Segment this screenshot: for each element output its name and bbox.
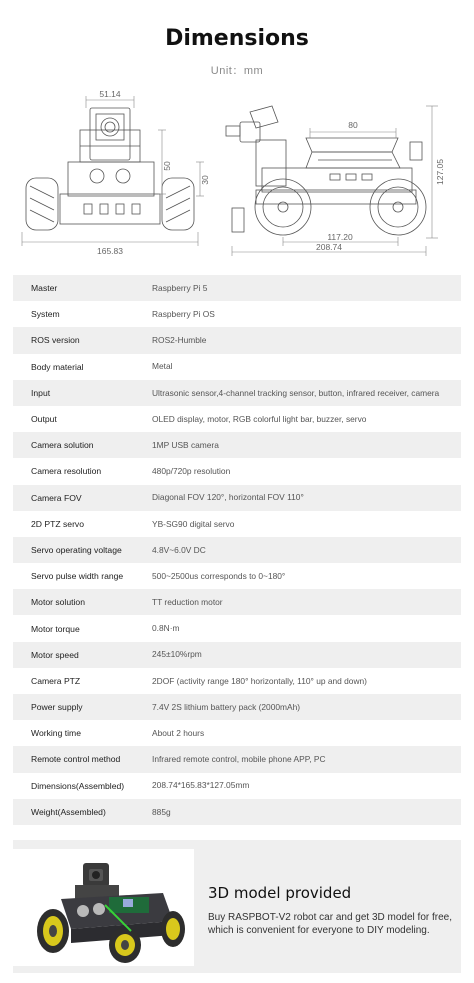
spec-row — [13, 773, 461, 799]
dim-total-height: 127.05 — [435, 159, 445, 185]
spec-row — [13, 275, 461, 301]
spec-row — [13, 537, 461, 563]
spec-key: Camera resolution — [31, 466, 102, 477]
spec-key: Camera FOV — [31, 492, 82, 503]
spec-key: Output — [31, 414, 57, 425]
spec-row — [13, 458, 461, 484]
spec-value: 7.4V 2S lithium battery pack (2000mAh) — [152, 701, 301, 712]
spec-value: Infrared remote control, mobile phone APP, PC — [152, 754, 326, 765]
spec-key: System — [31, 309, 60, 320]
spec-row — [13, 615, 461, 641]
spec-value: 480p/720p resolution — [152, 466, 231, 477]
spec-key: ROS version — [31, 335, 80, 346]
spec-value: Raspberry Pi 5 — [152, 282, 208, 293]
spec-value: 500~2500us corresponds to 0~180° — [152, 570, 286, 581]
spec-row — [13, 694, 461, 720]
spec-row — [13, 327, 461, 353]
dim-wheelbase: 117.20 — [327, 232, 353, 242]
spec-row — [13, 799, 461, 825]
spec-row — [13, 301, 461, 327]
spec-key: Body material — [31, 361, 84, 372]
spec-row — [13, 380, 461, 406]
model-promo-panel — [13, 840, 461, 973]
spec-value: YB-SG90 digital servo — [152, 518, 235, 529]
dim-camera-width: 51.14 — [99, 89, 121, 99]
spec-row — [13, 668, 461, 694]
spec-value: Metal — [152, 361, 173, 372]
spec-key: Weight(Assembled) — [31, 806, 106, 817]
spec-key: Power supply — [31, 702, 83, 713]
spec-row — [13, 406, 461, 432]
spec-key: Remote control method — [31, 754, 121, 765]
robot-car-icon — [13, 849, 194, 966]
spec-key: Camera PTZ — [31, 675, 81, 686]
spec-key: Servo pulse width range — [31, 571, 124, 582]
robot-line-drawing — [0, 82, 474, 262]
spec-key: Motor speed — [31, 649, 79, 660]
spec-row — [13, 720, 461, 746]
spec-key: Motor solution — [31, 597, 85, 608]
dim-body-height: 30 — [200, 175, 210, 185]
spec-value: 2DOF (activity range 180° horizontally, 110° up and down) — [152, 675, 367, 686]
spec-row — [13, 589, 461, 615]
spec-value: 208.74*165.83*127.05mm — [152, 780, 250, 791]
dim-camera-height: 50 — [162, 161, 172, 171]
spec-value: TT reduction motor — [152, 597, 223, 608]
dim-total-length: 208.74 — [316, 242, 342, 252]
spec-key: Servo operating voltage — [31, 544, 122, 555]
spec-table — [13, 275, 461, 825]
spec-value: About 2 hours — [152, 728, 205, 739]
spec-key: Working time — [31, 728, 81, 739]
spec-value: 4.8V~6.0V DC — [152, 544, 206, 555]
dim-top-length: 80 — [348, 120, 358, 130]
spec-row — [13, 354, 461, 380]
spec-value: Raspberry Pi OS — [152, 309, 215, 320]
spec-value: Diagonal FOV 120°, horizontal FOV 110° — [152, 492, 304, 503]
spec-row — [13, 485, 461, 511]
spec-row — [13, 511, 461, 537]
spec-row — [13, 563, 461, 589]
spec-value: 1MP USB camera — [152, 439, 219, 450]
spec-row — [13, 746, 461, 772]
spec-key: Motor torque — [31, 623, 80, 634]
spec-value: ROS2-Humble — [152, 335, 207, 346]
dimension-drawings — [0, 82, 474, 262]
spec-value: 0.8N·m — [152, 623, 180, 634]
page-title: Dimensions — [165, 26, 309, 51]
dim-front-total-width: 165.83 — [97, 246, 123, 256]
spec-value: Ultrasonic sensor,4-channel tracking sensor, button, infrared receiver, camera — [152, 387, 440, 398]
spec-key: Input — [31, 387, 51, 398]
spec-value: 245±10%rpm — [152, 649, 202, 660]
promo-text: Buy RASPBOT-V2 robot car and get 3D model for free, which is convenient for everyone to DIY modeling. — [208, 912, 453, 936]
spec-row — [13, 432, 461, 458]
spec-row — [13, 642, 461, 668]
spec-key: Dimensions(Assembled) — [31, 780, 125, 791]
unit-label: Unit：mm — [210, 65, 264, 77]
promo-title: 3D model provided — [208, 884, 352, 902]
spec-key: 2D PTZ servo — [31, 518, 85, 529]
spec-key: Master — [31, 283, 58, 294]
spec-value: OLED display, motor, RGB colorful light bar, buzzer, servo — [152, 413, 367, 424]
spec-key: Camera solution — [31, 440, 94, 451]
robot-3d-render — [13, 849, 194, 966]
spec-value: 885g — [152, 806, 171, 817]
